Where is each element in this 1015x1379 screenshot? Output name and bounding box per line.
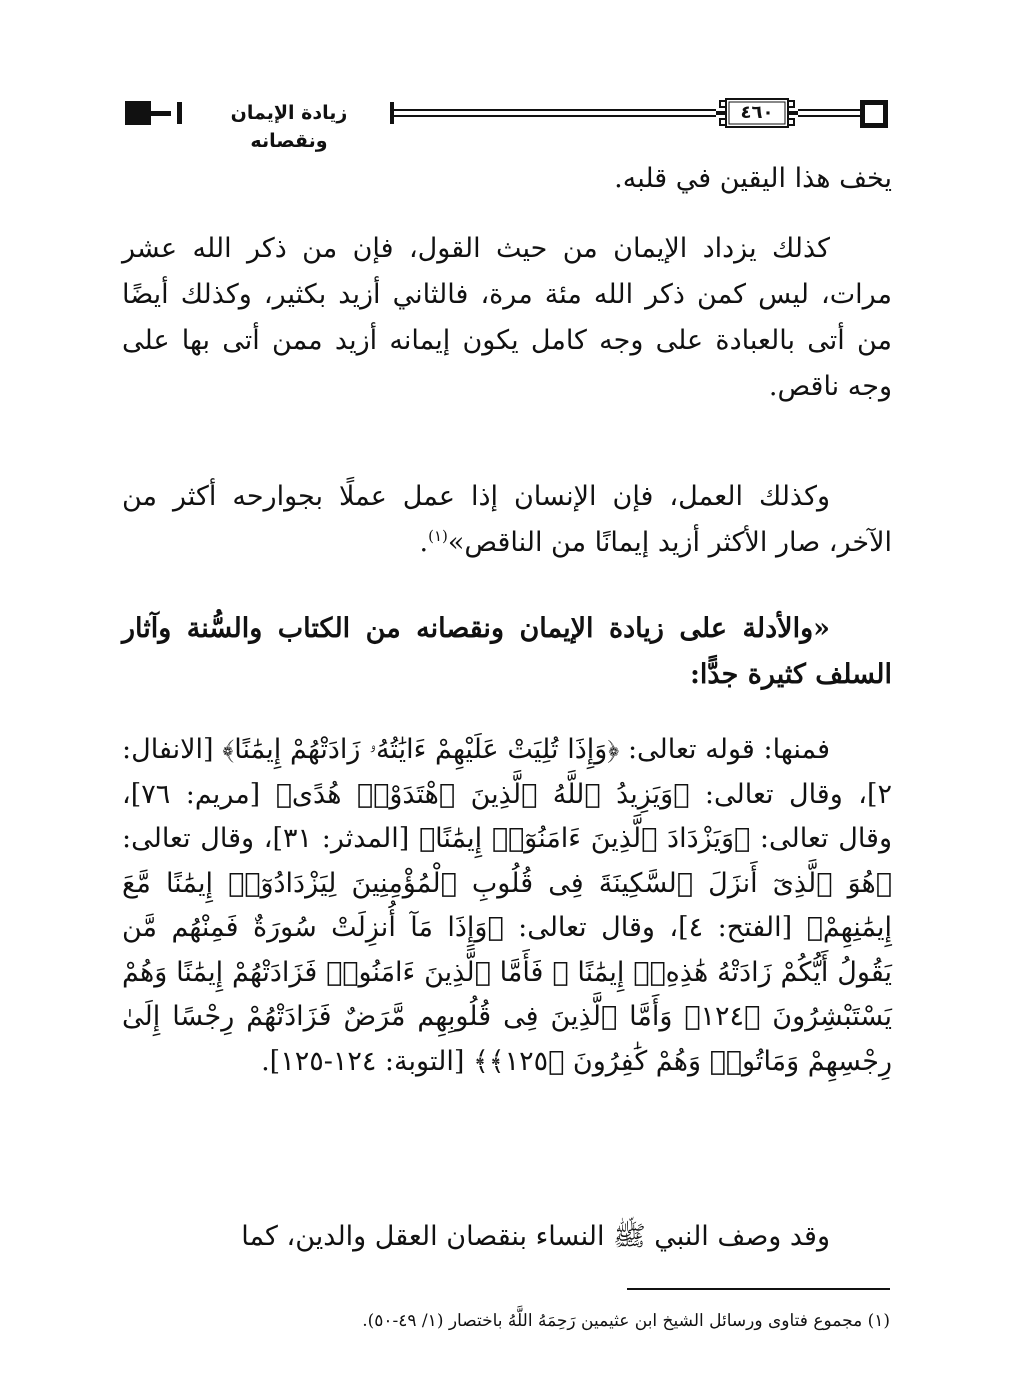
page-number: ٤٦٠ (740, 102, 774, 123)
paragraph-prophet: وقد وصف النبي ﷺ النساء بنقصان العقل والدين، كما (241, 1221, 830, 1252)
footnote-divider (627, 1288, 890, 1290)
paragraph-deeds-end: . (419, 527, 429, 558)
paragraph-quran-evidence: فمنها: قوله تعالى: ﴿وَإِذَا تُلِيَتْ عَلَيْهِمْ ءَايَٰتُهُۥ زَادَتْهُمْ إِيمَٰنًا﴾ [الانفال: ٢]، وقال تعالى: ﴿وَيَزِيدُ ٱللَّهُ ٱلَّذِينَ ٱهْتَدَوْا۟ هُدًى﴾ [مريم: ٧٦]، وقال تعالى: ﴿وَيَزْدَادَ ٱلَّذِينَ ءَامَنُوٓا۟ إِيمَٰنًا﴾ [المدثر: ٣١]، وقال تعالى: ﴿هُوَ ٱلَّذِىٓ أَنزَلَ ٱلسَّكِينَةَ فِى قُلُوبِ ٱلْمُؤْمِنِينَ لِيَزْدَادُوٓا۟ إِيمَٰنًا مَّعَ إِيمَٰنِهِمْ﴾ [الفتح: ٤]، وقال تعالى: ﴿وَإِذَا مَآ أُنزِلَتْ سُورَةٌ فَمِنْهُم مَّن يَقُولُ أَيُّكُمْ زَادَتْهُ هَٰذِهِۦٓ إِيمَٰنًا ۚ فَأَمَّا ٱلَّذِينَ ءَامَنُوا۟ فَزَادَتْهُمْ إِيمَٰنًا وَهُمْ يَسْتَبْشِرُونَ ﴿١٢٤﴾ وَأَمَّا ٱلَّذِينَ فِى قُلُوبِهِم مَّرَضٌ فَزَادَتْهُمْ رِجْسًا إِلَىٰ رِجْسِهِمْ وَمَاتُوا۟ وَهُمْ كَٰفِرُونَ ﴿١٢٥﴾﴾ [التوبة: ١٢٤-١٢٥]. (122, 734, 893, 1077)
footnote: (١) مجموع فتاوى ورسائل الشيخ ابن عثيمين رَحِمَهُ اللَّهُ باختصار (١/ ٤٩-٥٠). (362, 1311, 890, 1331)
header-rule (798, 109, 860, 117)
paragraph-saying: كذلك يزداد الإيمان من حيث القول، فإن من ذكر الله عشر مرات، ليس كمن ذكر الله مئة مرة، فالثاني أزيد بكثير، وكذلك أيضًا من أتى بالعبادة على وجه كامل يكون إيمانه أزيد ممن أتى بها على وجه ناقص. (122, 233, 892, 402)
paragraph-deeds (122, 474, 892, 566)
paragraph-continuation: يخف هذا اليقين في قلبه. (614, 163, 892, 194)
header-ornament-bar (151, 111, 171, 116)
footnote-reference: (١) (428, 527, 448, 545)
header-ornament-tick (177, 102, 182, 124)
header-ornament-square (860, 100, 888, 128)
header-rule (394, 109, 716, 117)
running-title: زيادة الإيمان ونقصانه (230, 102, 348, 152)
header-ornament-block (125, 101, 151, 125)
section-heading-evidence: «والأدلة على زيادة الإيمان ونقصانه من الكتاب والسُّنة وآثار السلف كثيرة جدًّا: (122, 613, 892, 690)
page-header (122, 96, 890, 152)
paragraph-deeds-text: وكذلك العمل، فإن الإنسان إذا عمل عملًا بجوارحه أكثر من الآخر، صار الأكثر أزيد إيمانًا من الناقص» (122, 481, 892, 558)
page-number-frame (716, 97, 798, 129)
